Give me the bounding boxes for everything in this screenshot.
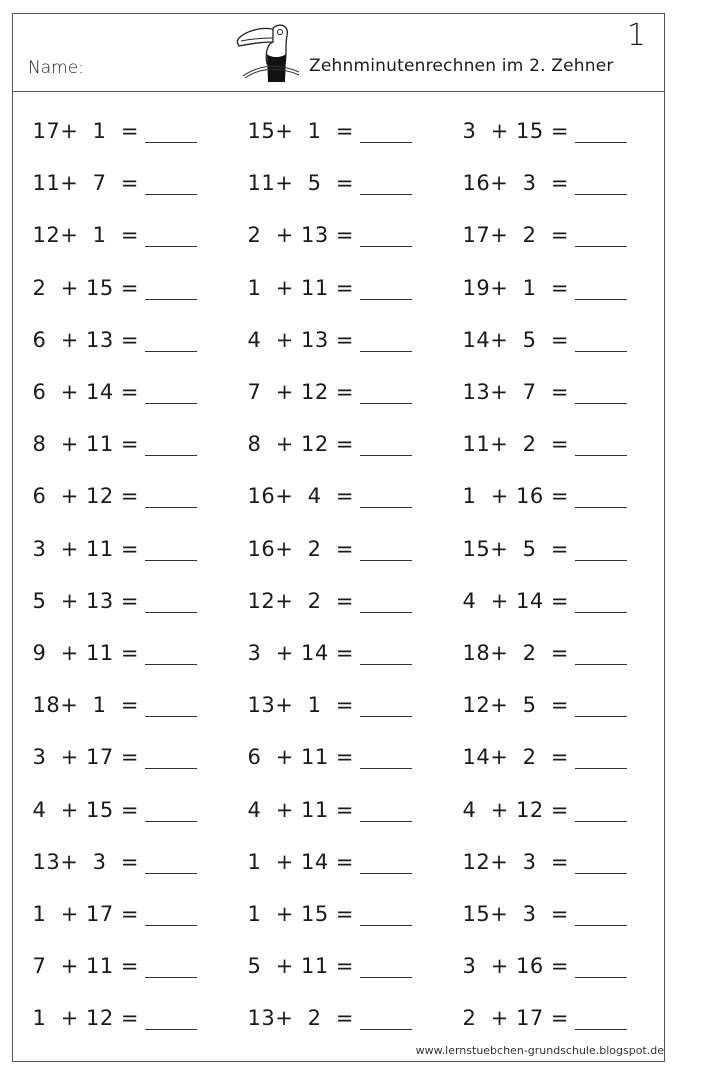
exercise-item	[457, 625, 627, 665]
equation: 4 + 11 =	[247, 797, 354, 822]
answer-blank[interactable]	[575, 746, 627, 769]
exercise-item	[27, 260, 197, 300]
exercise-item	[27, 103, 197, 143]
exercise-item	[27, 155, 197, 195]
equation: 2 + 17 =	[462, 1006, 569, 1031]
exercise-item	[242, 364, 412, 404]
worksheet	[12, 13, 665, 1062]
equation: 14+ 5 =	[462, 327, 569, 352]
name-label: Name:	[28, 58, 84, 78]
equation: 3 + 16 =	[462, 954, 569, 979]
exercise-item	[242, 886, 412, 926]
equation: 8 + 11 =	[32, 432, 139, 457]
answer-blank[interactable]	[575, 590, 627, 613]
exercise-item	[27, 782, 197, 822]
equation: 1 + 16 =	[462, 484, 569, 509]
answer-blank[interactable]	[145, 172, 197, 195]
equation: 1 + 11 =	[247, 275, 354, 300]
equation: 15+ 5 =	[462, 536, 569, 561]
equation: 17+ 1 =	[32, 119, 139, 143]
exercise-item	[457, 207, 627, 247]
exercise-item	[27, 207, 197, 247]
exercise-item	[242, 677, 412, 717]
exercise-row	[13, 938, 664, 978]
exercise-item	[457, 990, 627, 1030]
exercise-item	[457, 573, 627, 613]
equation: 15+ 1 =	[247, 119, 354, 143]
answer-blank[interactable]	[360, 172, 412, 195]
exercise-item	[242, 468, 412, 508]
answer-blank[interactable]	[145, 590, 197, 613]
equation: 16+ 4 =	[247, 484, 354, 509]
exercise-item	[242, 416, 412, 456]
equation: 4 + 13 =	[247, 327, 354, 352]
exercise-row	[13, 625, 664, 665]
exercise-item	[457, 260, 627, 300]
exercise-item	[242, 103, 412, 143]
equation: 8 + 12 =	[247, 432, 354, 457]
equation: 5 + 13 =	[32, 588, 139, 613]
equation: 4 + 12 =	[462, 797, 569, 822]
answer-blank[interactable]	[360, 642, 412, 665]
equation: 3 + 14 =	[247, 641, 354, 665]
exercise-item	[27, 416, 197, 456]
equation: 11+ 5 =	[247, 171, 354, 196]
equation: 16+ 3 =	[462, 171, 569, 196]
answer-blank[interactable]	[360, 381, 412, 404]
exercise-row	[13, 573, 664, 613]
answer-blank[interactable]	[145, 485, 197, 508]
answer-blank[interactable]	[575, 799, 627, 822]
answer-blank[interactable]	[360, 538, 412, 561]
answer-blank[interactable]	[575, 277, 627, 300]
exercise-row	[13, 260, 664, 300]
exercise-item	[242, 834, 412, 874]
exercise-row	[13, 834, 664, 874]
exercise-row	[13, 782, 664, 822]
answer-blank[interactable]	[575, 642, 627, 665]
answer-blank[interactable]	[360, 277, 412, 300]
answer-blank[interactable]	[360, 799, 412, 822]
answer-blank[interactable]	[360, 955, 412, 978]
equation: 13+ 7 =	[462, 380, 569, 404]
exercise-item	[27, 729, 197, 769]
answer-blank[interactable]	[145, 903, 197, 926]
equation: 3 + 11 =	[32, 536, 139, 561]
exercise-row	[13, 207, 664, 247]
exercise-item	[457, 886, 627, 926]
equation: 12+ 1 =	[32, 223, 139, 248]
answer-blank[interactable]	[575, 329, 627, 352]
exercise-item	[27, 573, 197, 613]
equation: 2 + 13 =	[247, 223, 354, 248]
answer-blank[interactable]	[575, 955, 627, 978]
exercise-item	[457, 103, 627, 143]
exercise-item	[242, 938, 412, 978]
answer-blank[interactable]	[360, 120, 412, 143]
equation: 7 + 12 =	[247, 380, 354, 404]
answer-blank[interactable]	[575, 381, 627, 404]
worksheet-header	[13, 14, 664, 92]
exercise-row	[13, 416, 664, 456]
equation: 3 + 17 =	[32, 745, 139, 770]
answer-blank[interactable]	[145, 277, 197, 300]
exercise-item	[457, 521, 627, 561]
equation: 9 + 11 =	[32, 641, 139, 665]
equation: 17+ 2 =	[462, 223, 569, 248]
equation: 1 + 15 =	[247, 902, 354, 926]
exercise-item	[457, 364, 627, 404]
answer-blank[interactable]	[145, 799, 197, 822]
equation: 11+ 2 =	[462, 432, 569, 457]
equation: 6 + 12 =	[32, 484, 139, 509]
source-url: www.lernstuebchen-grundschule.blogspot.de	[415, 1044, 664, 1057]
equation: 2 + 15 =	[32, 275, 139, 300]
exercise-item	[242, 521, 412, 561]
exercise-item	[242, 207, 412, 247]
equation: 3 + 15 =	[462, 119, 569, 143]
exercise-row	[13, 468, 664, 508]
equation: 19+ 1 =	[462, 275, 569, 300]
exercise-row	[13, 990, 664, 1030]
exercise-item	[242, 625, 412, 665]
answer-blank[interactable]	[360, 903, 412, 926]
equation: 18+ 2 =	[462, 641, 569, 665]
exercise-row	[13, 729, 664, 769]
exercise-item	[457, 834, 627, 874]
exercise-item	[457, 938, 627, 978]
answer-blank[interactable]	[360, 224, 412, 247]
answer-blank[interactable]	[360, 433, 412, 456]
equation: 6 + 11 =	[247, 745, 354, 770]
exercise-item	[27, 312, 197, 352]
equation: 16+ 2 =	[247, 536, 354, 561]
answer-blank[interactable]	[360, 1007, 412, 1030]
answer-blank[interactable]	[575, 538, 627, 561]
answer-blank[interactable]	[575, 903, 627, 926]
equation: 14+ 2 =	[462, 745, 569, 770]
exercise-item	[242, 573, 412, 613]
answer-blank[interactable]	[360, 329, 412, 352]
exercise-item	[457, 468, 627, 508]
exercise-item	[457, 155, 627, 195]
answer-blank[interactable]	[575, 172, 627, 195]
exercise-item	[27, 364, 197, 404]
answer-blank[interactable]	[145, 642, 197, 665]
answer-blank[interactable]	[575, 694, 627, 717]
exercise-item	[27, 521, 197, 561]
exercise-item	[27, 468, 197, 508]
exercise-item	[27, 625, 197, 665]
equation: 6 + 13 =	[32, 327, 139, 352]
answer-blank[interactable]	[145, 329, 197, 352]
answer-blank[interactable]	[360, 851, 412, 874]
answer-blank[interactable]	[145, 224, 197, 247]
equation: 4 + 14 =	[462, 588, 569, 613]
exercise-row	[13, 312, 664, 352]
exercise-item	[457, 312, 627, 352]
equation: 7 + 11 =	[32, 954, 139, 979]
answer-blank[interactable]	[360, 694, 412, 717]
exercise-row	[13, 677, 664, 717]
equation: 12+ 3 =	[462, 849, 569, 874]
answer-blank[interactable]	[145, 538, 197, 561]
equation: 6 + 14 =	[32, 380, 139, 404]
answer-blank[interactable]	[360, 485, 412, 508]
exercise-item	[27, 677, 197, 717]
answer-blank[interactable]	[575, 433, 627, 456]
answer-blank[interactable]	[145, 694, 197, 717]
equation: 1 + 12 =	[32, 1006, 139, 1031]
equation: 11+ 7 =	[32, 171, 139, 196]
exercise-item	[242, 312, 412, 352]
answer-blank[interactable]	[145, 746, 197, 769]
exercise-item	[457, 729, 627, 769]
equation: 12+ 5 =	[462, 693, 569, 718]
answer-blank[interactable]	[575, 485, 627, 508]
toucan-icon	[231, 20, 301, 82]
answer-blank[interactable]	[575, 1007, 627, 1030]
exercise-item	[242, 782, 412, 822]
answer-blank[interactable]	[575, 120, 627, 143]
equation: 18+ 1 =	[32, 693, 139, 718]
exercise-item	[27, 938, 197, 978]
exercise-item	[242, 155, 412, 195]
worksheet-title: Zehnminutenrechnen im 2. Zehner	[309, 56, 614, 76]
exercise-item	[27, 834, 197, 874]
answer-blank[interactable]	[145, 1007, 197, 1030]
exercise-row	[13, 364, 664, 404]
answer-blank[interactable]	[575, 851, 627, 874]
sheet-number: 1	[626, 18, 646, 53]
exercise-row	[13, 103, 664, 143]
exercise-row	[13, 886, 664, 926]
exercise-item	[457, 677, 627, 717]
answer-blank[interactable]	[145, 955, 197, 978]
exercise-item	[27, 886, 197, 926]
equation: 4 + 15 =	[32, 797, 139, 822]
exercise-item	[242, 260, 412, 300]
equation: 15+ 3 =	[462, 902, 569, 926]
equation: 13+ 3 =	[32, 849, 139, 874]
answer-blank[interactable]	[145, 381, 197, 404]
answer-blank[interactable]	[360, 590, 412, 613]
equation: 13+ 2 =	[247, 1006, 354, 1031]
equation: 1 + 17 =	[32, 902, 139, 926]
answer-blank[interactable]	[575, 224, 627, 247]
exercise-row	[13, 521, 664, 561]
equation: 5 + 11 =	[247, 954, 354, 979]
exercise-item	[457, 416, 627, 456]
equation: 12+ 2 =	[247, 588, 354, 613]
answer-blank[interactable]	[145, 433, 197, 456]
answer-blank[interactable]	[145, 851, 197, 874]
exercise-item	[242, 990, 412, 1030]
answer-blank[interactable]	[360, 746, 412, 769]
equation: 1 + 14 =	[247, 849, 354, 874]
equation: 13+ 1 =	[247, 693, 354, 718]
exercise-row	[13, 155, 664, 195]
exercise-item	[27, 990, 197, 1030]
exercise-item	[457, 782, 627, 822]
answer-blank[interactable]	[145, 120, 197, 143]
exercise-item	[242, 729, 412, 769]
